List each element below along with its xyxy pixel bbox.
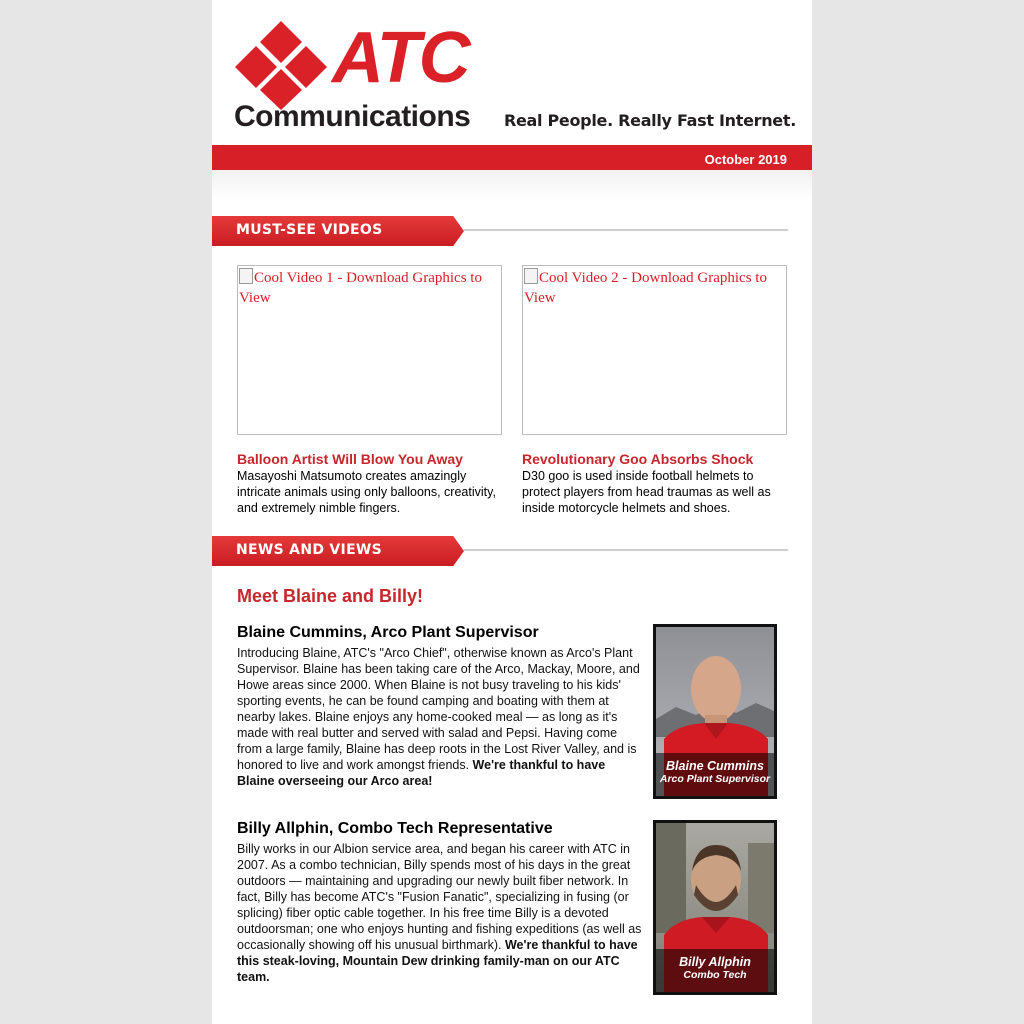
employee-name: Blaine Cummins, Arco Plant Supervisor [237,624,539,641]
video-card [237,265,502,516]
video-title-link[interactable]: Balloon Artist Will Blow You Away [237,451,463,467]
employee-bio [237,645,645,789]
logo-atc-text: ATC [332,18,469,98]
caption-name: Blaine Cummins [666,759,764,773]
section-title: NEWS AND VIEWS [236,542,383,558]
caption-name: Billy Allphin [679,955,751,969]
image-alt-text: Cool Video 1 - Download Graphics to View [239,270,482,306]
caption-role: Arco Plant Supervisor [659,773,771,785]
video-card [522,265,787,516]
logo-communications-text: Communications [234,100,471,133]
employee-photo [653,624,777,799]
video-description: D30 goo is used inside football helmets to protect players from head traumas as well as inside motorcycle helmets and shoes. [522,469,771,515]
section-banner-videos [212,216,806,258]
employee-photo [653,820,777,995]
employee-profile [237,820,782,985]
broken-image-icon [239,268,253,284]
issue-date: October 2019 [704,152,787,167]
employee-name: Billy Allphin, Combo Tech Representative [237,820,553,837]
tagline: Real People. Really Fast Internet. [503,111,796,130]
section-banner-news [212,536,806,578]
news-heading: Meet Blaine and Billy! [237,586,424,606]
header-red-bar [212,145,812,170]
atc-logo[interactable] [234,20,484,135]
broken-image-icon [524,268,538,284]
image-alt-text: Cool Video 2 - Download Graphics to View [524,270,767,306]
video-thumbnail[interactable] [522,265,787,435]
broken-image-placeholder [524,268,786,308]
video-thumbnail[interactable] [237,265,502,435]
bio-text: Billy works in our Albion service area, and began his career with ATC in 2007. As a combo technician, Billy spends most of his days in the great outdoors — maintaining and upgrading our newly built fiber network. In fact, Billy has become ATC's "Fusion Fanatic", specializing in fusing (or splicing) fiber optic cable together. In his free time Billy is a devoted outdoorsman; one who enjoys hunting and fishing expeditions (as well as occasionally showing off his unusual birthmark). [237,842,642,952]
video-description: Masayoshi Matsumoto creates amazingly intricate animals using only balloons, creativity, and extremely nimble fingers. [237,469,496,515]
header-shadow [212,170,812,200]
employee-profile [237,624,782,789]
caption-role: Combo Tech [683,969,747,981]
photo-caption [656,759,774,786]
broken-image-placeholder [239,268,501,308]
bio-text: Introducing Blaine, ATC's "Arco Chief", otherwise known as Arco's Plant Supervisor. Blaine has been taking care of the Arco, Mackay, Moore, and Howe areas since 2000. When Blaine is not busy traveling to his kids' sporting events, he can be found camping and boating with them at nearby lakes. Blaine enjoys any home-cooked meal — as long as it's made with real butter and served with salad and Pepsi. Having come from a large family, Blaine has deep roots in the Lost River Valley, and is honored to live and work amongst friends. [237,646,640,772]
diamond-logo-icon [234,20,329,110]
section-title: MUST-SEE VIDEOS [236,222,383,238]
section-divider [464,229,788,231]
newsletter-page [212,0,812,1024]
employee-bio [237,841,645,985]
bio-closing: We're thankful to have Blaine overseeing our Arco area! [237,758,606,788]
photo-caption [656,955,774,982]
video-title-link[interactable]: Revolutionary Goo Absorbs Shock [522,451,754,467]
section-divider [464,549,788,551]
bio-closing: We're thankful to have this steak-loving, Mountain Dew drinking family-man on our ATC team. [237,938,638,984]
